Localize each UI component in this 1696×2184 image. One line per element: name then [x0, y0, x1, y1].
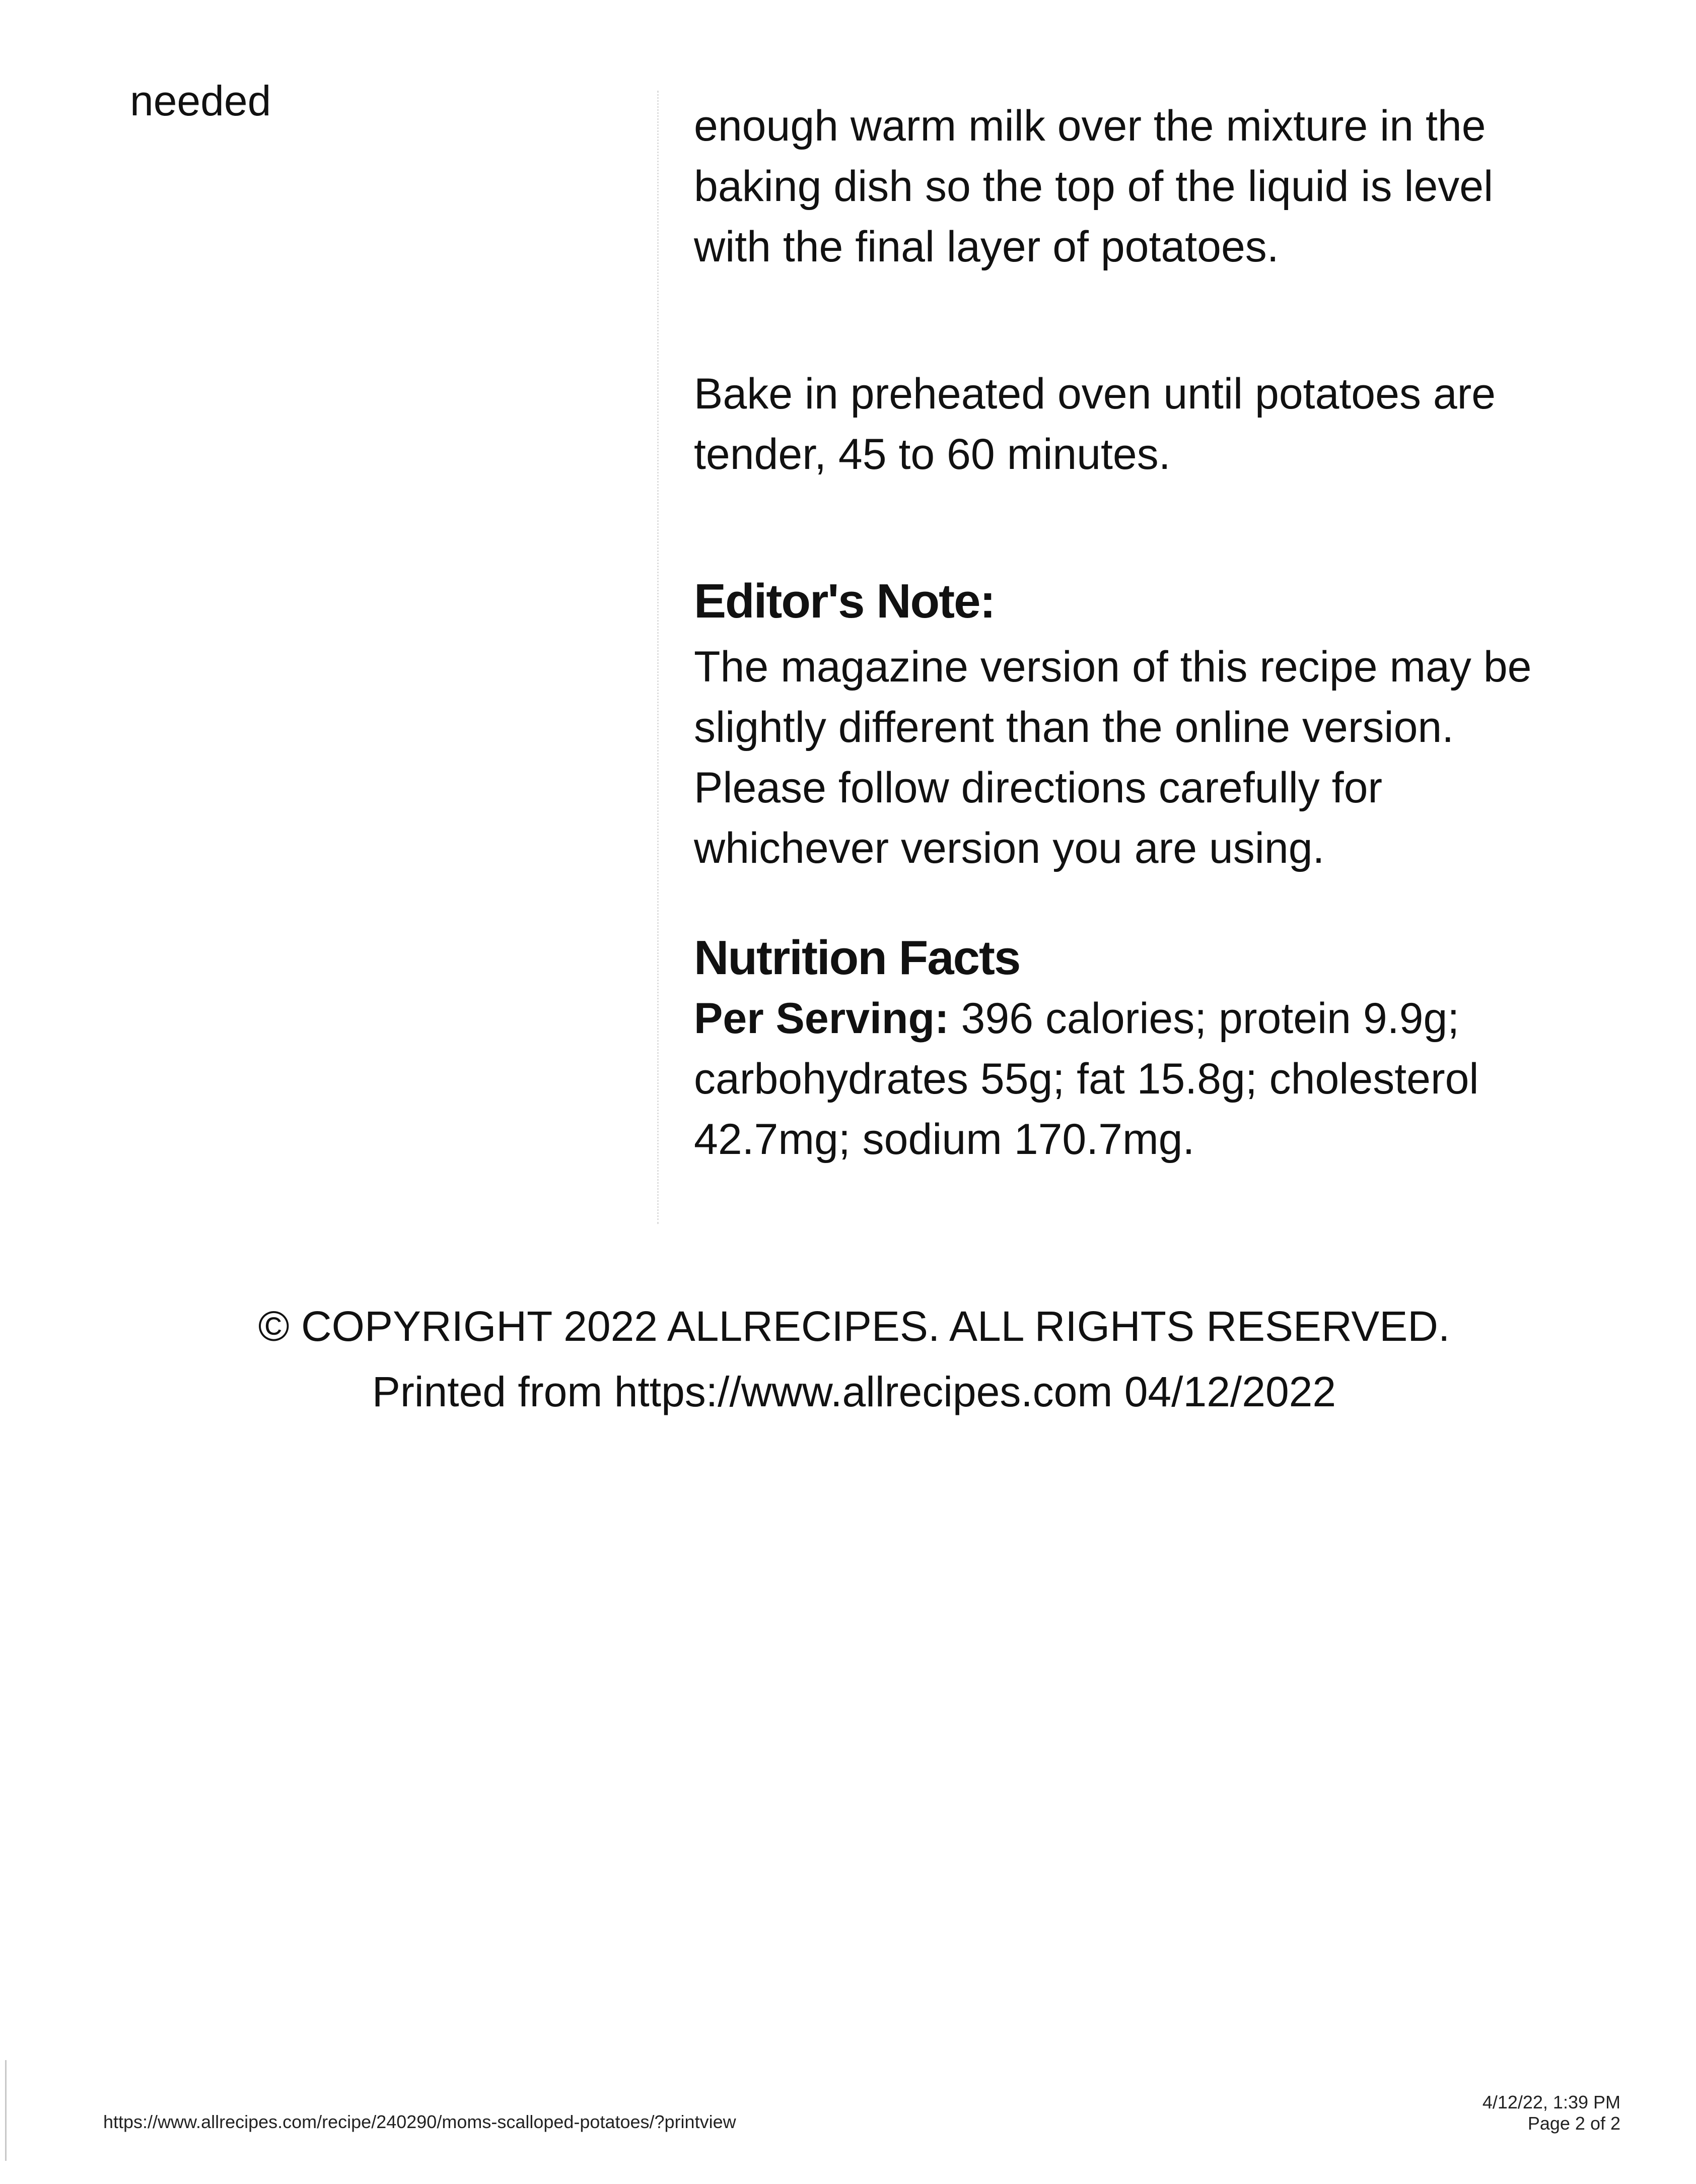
scan-edge-line — [5, 2060, 7, 2161]
copyright-footer — [0, 1293, 1696, 1424]
print-datetime: 4/12/22, 1:39 PM — [1482, 2092, 1620, 2112]
directions-column — [694, 96, 1560, 1170]
page-number: Page 2 of 2 — [1527, 2113, 1620, 2134]
direction-step-bake: Bake in preheated oven until potatoes are tender, 45 to 60 minutes. — [694, 370, 1496, 479]
ingredient-continued-text: needed — [130, 77, 271, 124]
per-serving-label: Per Serving: — [694, 994, 949, 1043]
per-serving-values: 396 calories; protein 9.9g; carbohydrates 55g; fat 15.8g; cholesterol 42.7mg; sodium 170.7mg. — [694, 994, 1479, 1164]
print-meta — [1482, 2092, 1620, 2134]
copyright-notice: © COPYRIGHT 2022 ALLRECIPES. ALL RIGHTS RESERVED. — [258, 1303, 1450, 1350]
editors-note-heading: Editor's Note: — [694, 574, 995, 628]
nutrition-facts-heading: Nutrition Facts — [694, 931, 1020, 985]
editors-note-body: The magazine version of this recipe may be slightly different than the online version. Please follow directions carefully for whichever version you are using. — [694, 643, 1532, 872]
column-divider — [657, 91, 659, 1224]
printed-from-notice: Printed from https://www.allrecipes.com 04/12/2022 — [372, 1368, 1336, 1415]
direction-step-continued: enough warm milk over the mixture in the baking dish so the top of the liquid is level with the final layer of potatoes. — [694, 102, 1494, 271]
nutrition-per-serving — [694, 988, 1560, 1170]
print-page-url: https://www.allrecipes.com/recipe/240290/moms-scalloped-potatoes/?printview — [103, 2111, 736, 2132]
